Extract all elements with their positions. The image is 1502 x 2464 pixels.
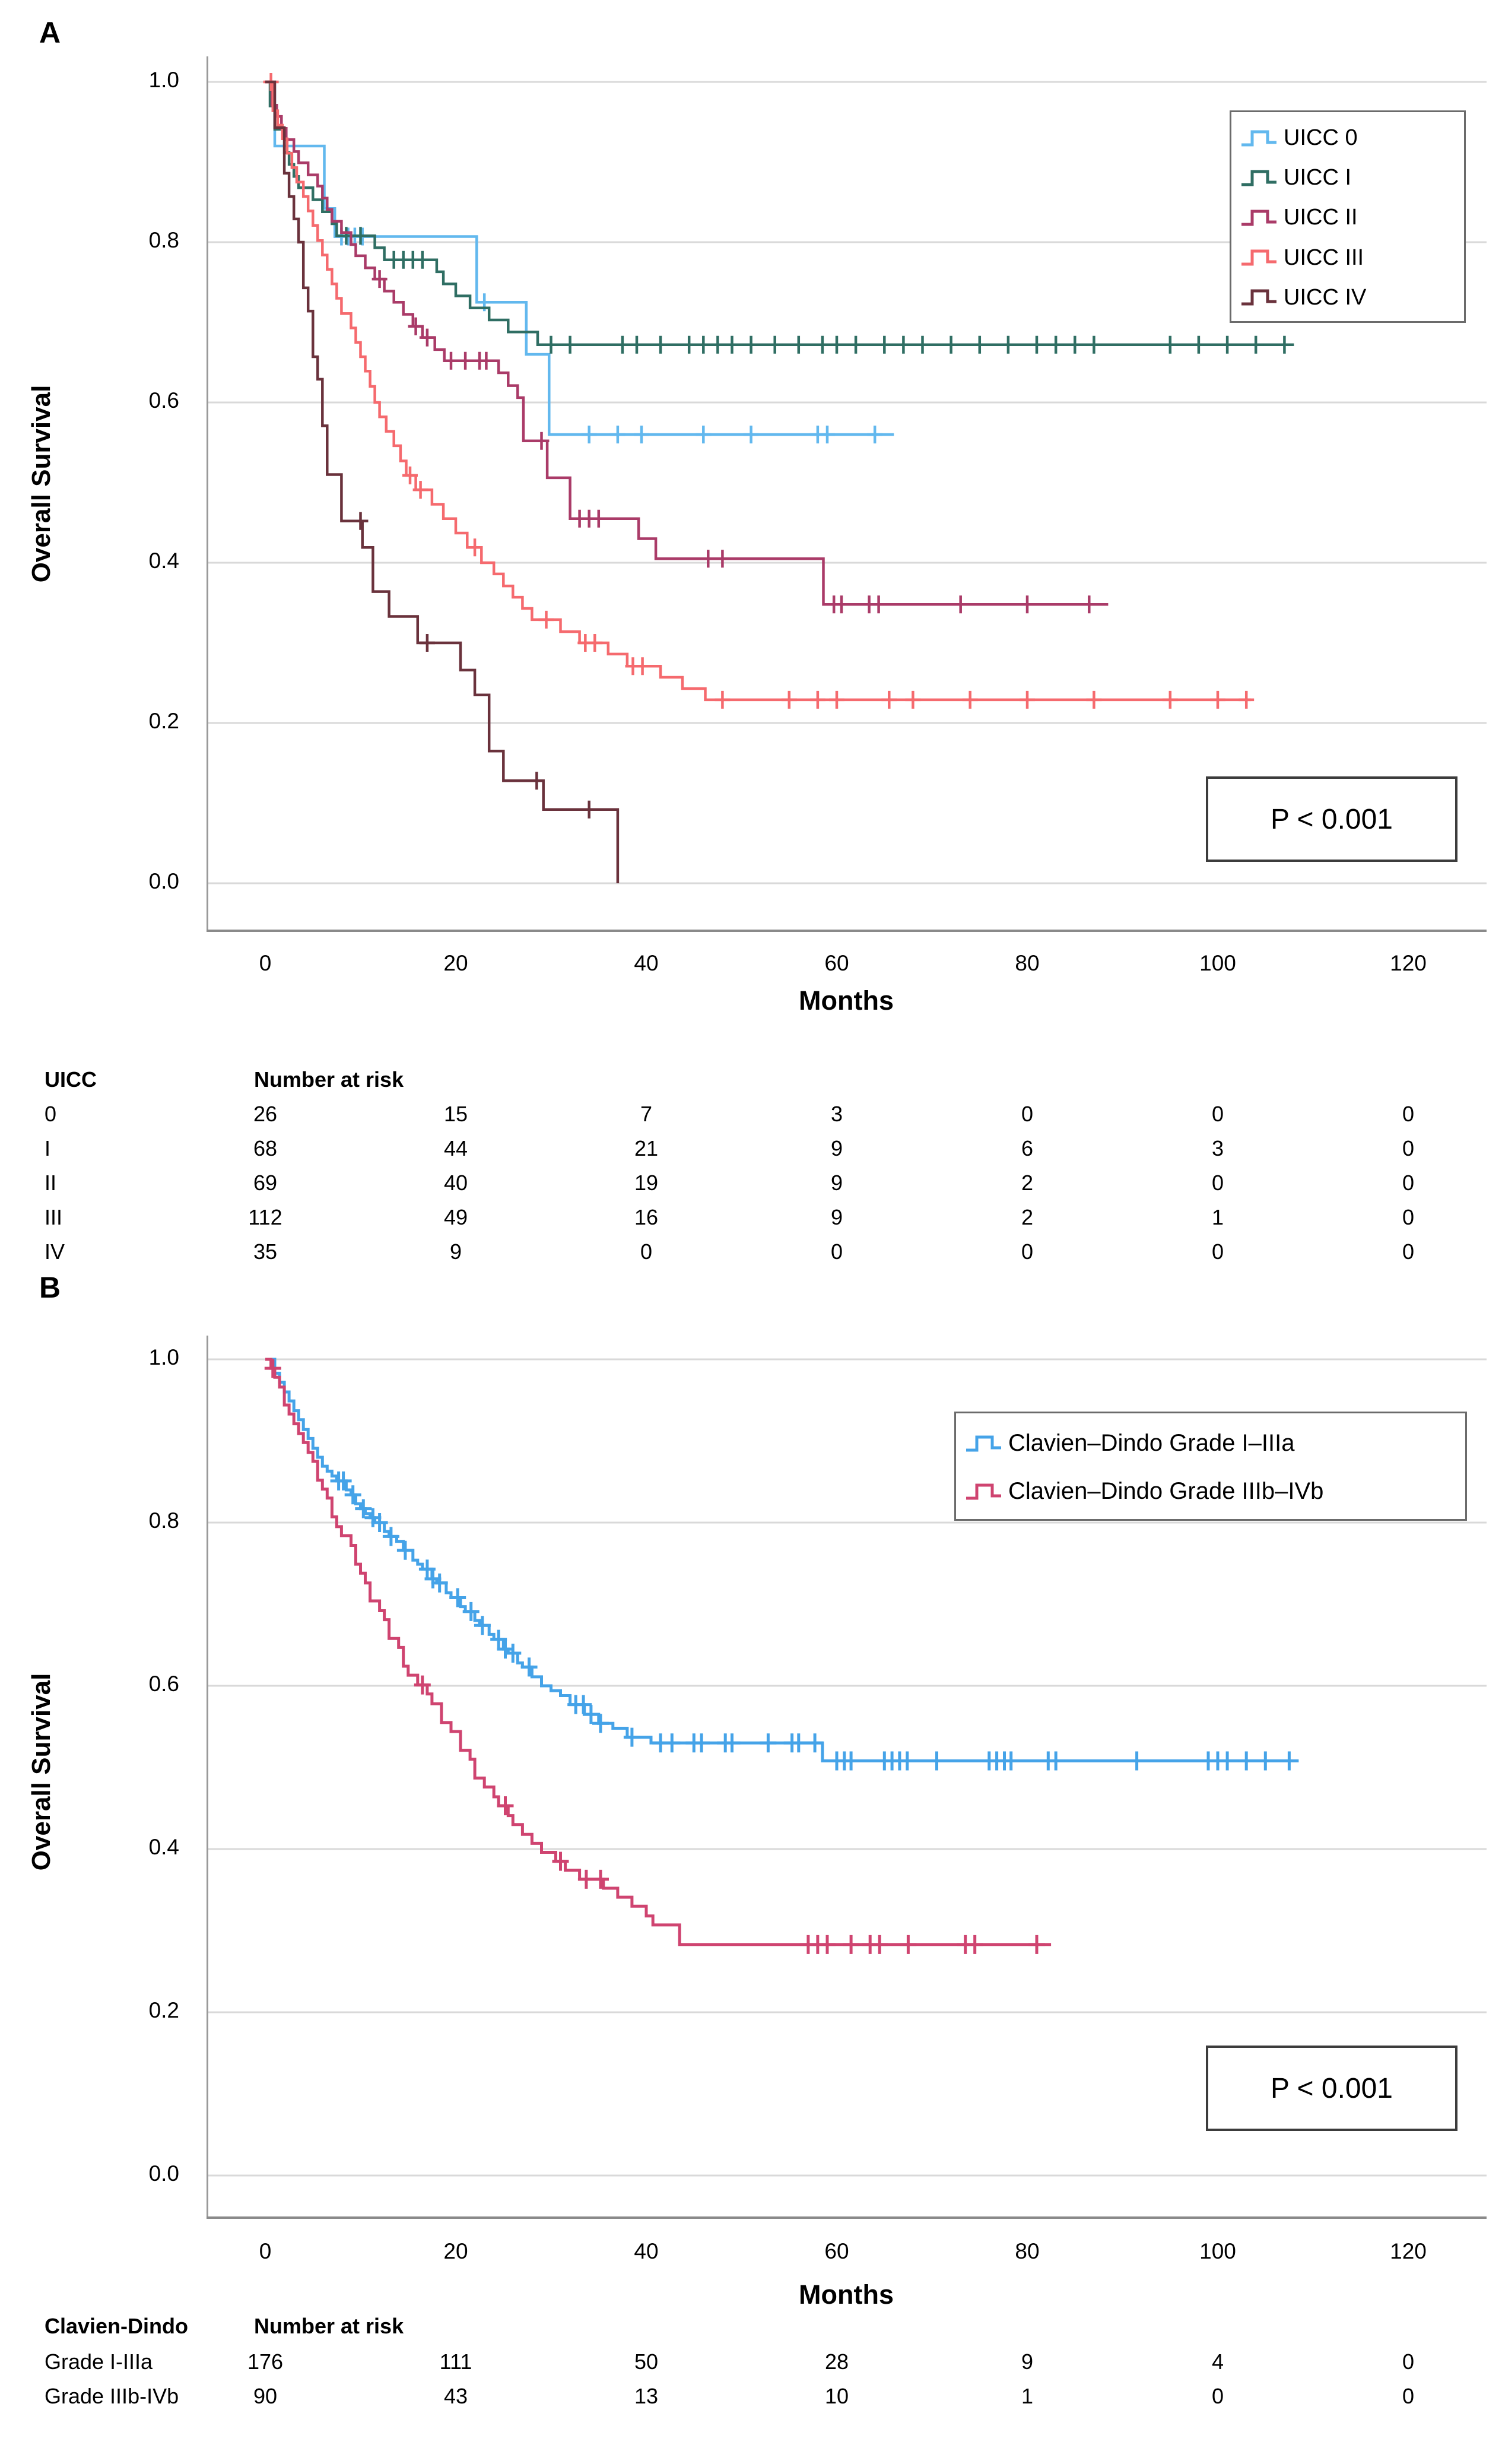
risk-count: 35 xyxy=(253,1239,278,1264)
legend-series-label: Clavien–Dindo Grade IIIb–IVb xyxy=(1008,1478,1324,1504)
x-tick-label: 0 xyxy=(259,951,272,975)
risk-count: 3 xyxy=(1211,1136,1224,1160)
risk-count: 112 xyxy=(248,1205,282,1229)
y-tick-label: 0.6 xyxy=(148,1672,179,1696)
risk-count: 0 xyxy=(1402,1239,1415,1264)
legend-step-glyph xyxy=(964,1431,1005,1457)
legend-step-glyph-path xyxy=(1241,172,1276,185)
legend-entry xyxy=(1240,205,1459,230)
y-tick-label: 1.0 xyxy=(148,1345,179,1369)
risk-count: 0 xyxy=(1211,1102,1224,1126)
legend-entry xyxy=(964,1430,1460,1457)
panel-b-risk-header: Number at risk xyxy=(254,2314,404,2338)
risk-count: 10 xyxy=(824,2384,849,2408)
y-tick-label: 0.4 xyxy=(148,548,179,573)
panel-a-risk-group-header: UICC xyxy=(45,1067,97,1092)
panel-b-label: B xyxy=(39,1271,61,1304)
legend-entry xyxy=(1240,285,1459,310)
censor-marks-UICC III xyxy=(263,73,1255,709)
risk-row-label: III xyxy=(45,1205,63,1229)
risk-count: 0 xyxy=(1021,1102,1034,1126)
panel-a-p-value-box: P < 0.001 xyxy=(1206,776,1457,862)
x-tick-label: 100 xyxy=(1199,951,1236,975)
km-curve-UICC II xyxy=(265,82,1108,604)
x-tick-label: 40 xyxy=(634,2239,659,2263)
risk-count: 9 xyxy=(1021,2349,1034,2374)
risk-row-label: Grade I-IIIa xyxy=(45,2349,153,2374)
km-curve-UICC IV xyxy=(265,82,618,883)
risk-count: 15 xyxy=(443,1102,468,1126)
censor-marks-UICC I xyxy=(338,227,1292,354)
risk-count: 0 xyxy=(1211,1171,1224,1195)
risk-count: 0 xyxy=(1402,1205,1415,1229)
censor-marks-UICC IV xyxy=(353,512,597,819)
risk-row-label: IV xyxy=(45,1239,65,1264)
legend-step-glyph xyxy=(1240,286,1280,309)
km-curve-UICC III xyxy=(265,82,1251,700)
y-tick-label: 0.2 xyxy=(148,1998,179,2022)
legend-entry xyxy=(1240,125,1459,151)
risk-count: 21 xyxy=(634,1136,659,1160)
risk-count: 0 xyxy=(1402,1171,1415,1195)
y-tick-label: 0.2 xyxy=(148,709,179,733)
legend-step-glyph-path xyxy=(966,1485,1001,1498)
risk-count: 111 xyxy=(439,2349,472,2374)
panel-a-risk-header: Number at risk xyxy=(254,1067,404,1092)
panel-b-p-value-box: P < 0.001 xyxy=(1206,2046,1457,2131)
y-tick-label: 0.8 xyxy=(148,228,179,252)
y-tick-label: 0.6 xyxy=(148,388,179,413)
risk-count: 2 xyxy=(1021,1205,1034,1229)
legend-entry xyxy=(1240,245,1459,271)
risk-count: 19 xyxy=(634,1171,659,1195)
risk-count: 49 xyxy=(443,1205,468,1229)
risk-count: 0 xyxy=(1211,2384,1224,2408)
risk-count: 26 xyxy=(253,1102,278,1126)
y-tick-label: 0.8 xyxy=(148,1508,179,1533)
legend-step-glyph-path xyxy=(1241,211,1276,224)
risk-count: 68 xyxy=(253,1136,278,1160)
x-tick-label: 0 xyxy=(259,2239,272,2263)
legend-step-glyph-path xyxy=(966,1437,1001,1450)
risk-count: 0 xyxy=(640,1239,653,1264)
km-curve-UICC 0 xyxy=(265,82,894,435)
risk-row-label: I xyxy=(45,1136,51,1160)
legend-entry xyxy=(1240,165,1459,191)
x-tick-label: 120 xyxy=(1390,951,1427,975)
risk-count: 2 xyxy=(1021,1171,1034,1195)
risk-count: 6 xyxy=(1021,1136,1034,1160)
km-curve-Clavien–Dindo Grade IIIb–IVb xyxy=(265,1359,1051,1945)
y-tick-label: 0.0 xyxy=(148,869,179,893)
legend-step-glyph-path xyxy=(1241,132,1276,145)
panel-a-label: A xyxy=(39,16,61,49)
legend-series-label: UICC IV xyxy=(1284,284,1367,310)
legend-series-label: UICC I xyxy=(1284,165,1351,191)
panel-a-legend xyxy=(1230,110,1466,323)
legend-series-label: UICC II xyxy=(1284,205,1358,230)
risk-row-label: Grade IIIb-IVb xyxy=(45,2384,179,2408)
risk-count: 28 xyxy=(824,2349,849,2374)
risk-count: 9 xyxy=(830,1171,843,1195)
risk-count: 7 xyxy=(640,1102,653,1126)
risk-row-label: II xyxy=(45,1171,57,1195)
panel-a-x-axis-label: Months xyxy=(799,985,894,1016)
y-tick-label: 0.4 xyxy=(148,1835,179,1859)
risk-count: 90 xyxy=(253,2384,278,2408)
censor-marks-Clavien–Dindo Grade IIIb–IVb xyxy=(265,1359,1045,1954)
y-tick-label: 0.0 xyxy=(148,2161,179,2186)
risk-count: 1 xyxy=(1211,1205,1224,1229)
legend-step-glyph xyxy=(1240,206,1280,230)
risk-count: 3 xyxy=(830,1102,843,1126)
x-tick-label: 20 xyxy=(443,2239,468,2263)
legend-step-glyph-path xyxy=(1241,251,1276,264)
risk-count: 0 xyxy=(1211,1239,1224,1264)
legend-series-label: Clavien–Dindo Grade I–IIIa xyxy=(1008,1430,1295,1456)
risk-count: 9 xyxy=(449,1239,462,1264)
risk-count: 40 xyxy=(443,1171,468,1195)
risk-count: 69 xyxy=(253,1171,278,1195)
panel-b-x-axis-label: Months xyxy=(799,2279,894,2310)
legend-step-glyph xyxy=(1240,126,1280,150)
legend-step-glyph xyxy=(1240,246,1280,269)
risk-count: 0 xyxy=(1402,1102,1415,1126)
risk-count: 1 xyxy=(1021,2384,1034,2408)
risk-count: 50 xyxy=(634,2349,659,2374)
legend-step-glyph-path xyxy=(1241,291,1276,304)
risk-count: 0 xyxy=(1402,2384,1415,2408)
legend-series-label: UICC III xyxy=(1284,245,1364,270)
x-tick-label: 80 xyxy=(1015,951,1040,975)
panel-a-y-axis-label: Overall Survival xyxy=(27,385,56,583)
risk-count: 4 xyxy=(1211,2349,1224,2374)
y-tick-label: 1.0 xyxy=(148,68,179,92)
risk-count: 0 xyxy=(830,1239,843,1264)
x-tick-label: 120 xyxy=(1390,2239,1427,2263)
risk-count: 16 xyxy=(634,1205,659,1229)
x-tick-label: 100 xyxy=(1199,2239,1236,2263)
legend-series-label: UICC 0 xyxy=(1284,125,1358,151)
risk-count: 44 xyxy=(443,1136,468,1160)
x-tick-label: 20 xyxy=(443,951,468,975)
x-tick-label: 40 xyxy=(634,951,659,975)
risk-count: 0 xyxy=(1021,1239,1034,1264)
risk-count: 0 xyxy=(1402,1136,1415,1160)
panel-b-risk-group-header: Clavien-Dindo xyxy=(45,2314,189,2338)
legend-step-glyph xyxy=(1240,166,1280,190)
risk-row-label: 0 xyxy=(45,1102,57,1126)
legend-step-glyph xyxy=(964,1479,1005,1505)
km-curve-UICC I xyxy=(265,82,1294,345)
legend-entry xyxy=(964,1478,1460,1505)
panel-b-legend xyxy=(954,1412,1467,1521)
risk-count: 176 xyxy=(247,2349,284,2374)
x-tick-label: 60 xyxy=(824,2239,849,2263)
risk-count: 9 xyxy=(830,1136,843,1160)
risk-count: 43 xyxy=(443,2384,468,2408)
risk-count: 0 xyxy=(1402,2349,1415,2374)
risk-count: 13 xyxy=(634,2384,659,2408)
risk-count: 9 xyxy=(830,1205,843,1229)
x-tick-label: 60 xyxy=(824,951,849,975)
panel-b-y-axis-label: Overall Survival xyxy=(27,1673,56,1871)
x-tick-label: 80 xyxy=(1015,2239,1040,2263)
